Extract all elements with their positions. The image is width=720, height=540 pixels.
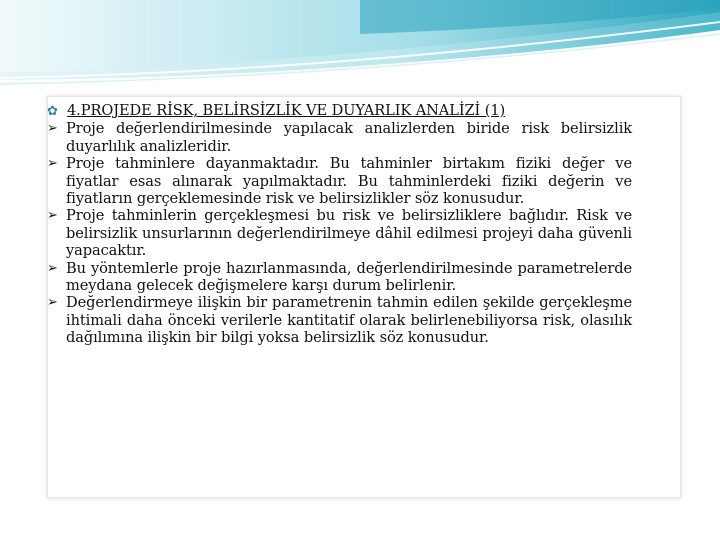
bullet-text: Bu yöntemlerle proje hazırlanmasında, değerlendirilmesinde parametrelerde meydana gelecek değişmelere karşı durum belirlenir. [66,259,632,295]
list-item [47,155,632,207]
heading-text: 4.PROJEDE RİSK, BELİRSİZLİK VE DUYARLIK ANALİZİ (1) [67,102,506,119]
arrow-bullet-icon: ➢ [47,295,58,311]
bullet-text: Proje tahminlerin gerçekleşmesi bu risk ve belirsizliklere bağlıdır. Risk ve belirsizlik unsurlarının değerlendirilmeye dâhil edilmesi projeyi daha güvenli yapacaktır. [66,207,632,260]
section-heading [47,102,632,120]
bullet-list [47,120,632,346]
list-item [47,260,632,295]
list-item [47,294,632,346]
arrow-bullet-icon: ➢ [47,208,58,224]
list-item [47,120,632,155]
content-area [47,102,632,347]
bullet-text: Değerlendirmeye ilişkin bir parametrenin tahmin edilen şekilde gerçekleşme ihtimali daha önceki verilerle kantitatif olarak belirlenebiliyorsa risk, olasılık dağılımına ilişkin bir bilgi yoksa belirsizlik söz konusudur. [66,294,632,347]
arrow-bullet-icon: ➢ [47,121,58,137]
flower-bullet-icon: ✿ [47,104,58,119]
arrow-bullet-icon: ➢ [47,156,58,172]
list-item [47,207,632,259]
decorative-wave-band [0,0,720,92]
bullet-text: Proje tahminlere dayanmaktadır. Bu tahminler birtakım fiziki değer ve fiyatlar esas alınarak yapılmaktadır. Bu tahminlerdeki fiziki değerin ve fiyatların gerçeklemesinde risk ve belirsizlikler söz konusudur. [66,155,632,208]
bullet-text: Proje değerlendirilmesinde yapılacak analizlerden biride risk belirsizlik duyarlılık analizleridir. [66,120,632,155]
arrow-bullet-icon: ➢ [47,260,58,276]
